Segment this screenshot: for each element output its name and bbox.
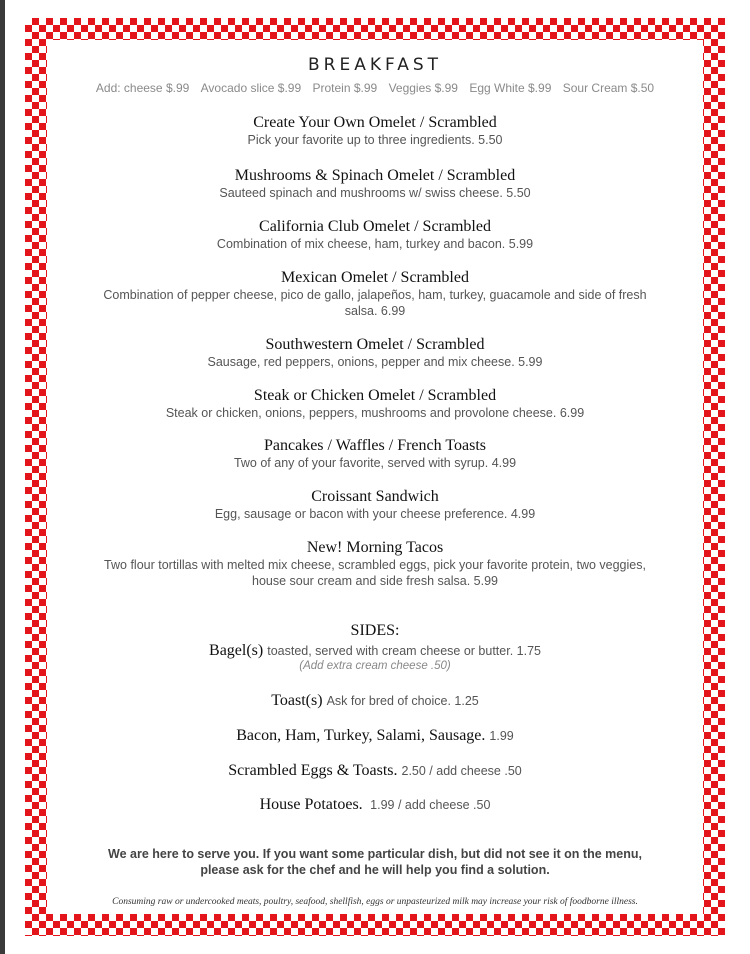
addon-protein: Protein $.99 (312, 81, 378, 95)
item-name: Pancakes / Waffles / French Toasts (264, 437, 486, 454)
side-description: 1.99 / add cheese .50 (366, 798, 491, 812)
item-name: Mexican Omelet / Scrambled (281, 269, 469, 286)
item-description: Steak or chicken, onions, peppers, mushrooms and provolone cheese. 6.99 (165, 406, 585, 420)
side-name: Toast(s) (271, 692, 323, 709)
item-name: California Club Omelet / Scrambled (259, 218, 491, 235)
side-description: 2.50 / add cheese .50 (401, 764, 522, 778)
item-description: Sauteed spinach and mushrooms w/ swiss cheese. 5.50 (219, 186, 531, 200)
footer-message-block (0, 846, 750, 878)
item-description: Two flour tortillas with melted mix cheese, scrambled eggs, pick your favorite protein, two veggies, house sour cream and side fresh salsa. 5.99 (104, 558, 646, 588)
side-item (0, 762, 750, 780)
item-name: Steak or Chicken Omelet / Scrambled (253, 387, 497, 404)
addon-egg-white: Egg White $.99 (469, 81, 552, 95)
side-description: 1.99 (489, 729, 514, 743)
item-name: Mushrooms & Spinach Omelet / Scrambled (234, 167, 516, 184)
menu-item (0, 114, 750, 148)
addon-sour-cream: Sour Cream $.50 (562, 81, 655, 95)
side-note: (Add extra cream cheese .50) (299, 660, 451, 672)
addons-line (0, 81, 750, 95)
side-item (0, 727, 750, 745)
menu-item (0, 437, 750, 471)
menu-title: BREAKFAST (307, 55, 442, 75)
menu-item (0, 218, 750, 252)
side-item (0, 642, 750, 672)
item-description: Combination of pepper cheese, pico de gallo, jalapeños, ham, turkey, guacamole and side of fresh salsa. 6.99 (103, 288, 647, 318)
side-item (0, 796, 750, 814)
item-name: Croissant Sandwich (311, 488, 439, 505)
menu-item (0, 488, 750, 522)
addon-cheese: Add: cheese $.99 (95, 81, 190, 95)
side-description: Ask for bred of choice. 1.25 (326, 694, 479, 708)
side-description: toasted, served with cream cheese or butter. 1.75 (267, 644, 541, 658)
menu-item (0, 336, 750, 370)
menu-item (0, 539, 750, 589)
menu-item (0, 387, 750, 421)
side-name: Bacon, Ham, Turkey, Salami, Sausage. (236, 727, 486, 744)
item-description: Combination of mix cheese, ham, turkey and bacon. 5.99 (216, 237, 534, 251)
item-name: Southwestern Omelet / Scrambled (265, 336, 485, 353)
side-name: House Potatoes. (259, 796, 363, 813)
item-description: Sausage, red peppers, onions, pepper and mix cheese. 5.99 (207, 355, 543, 369)
menu-item (0, 167, 750, 201)
menu-item (0, 269, 750, 319)
side-name: Scrambled Eggs & Toasts. (228, 762, 398, 779)
addon-avocado: Avocado slice $.99 (200, 81, 302, 95)
item-description: Pick your favorite up to three ingredients. 5.50 (247, 133, 503, 147)
item-name: New! Morning Tacos (306, 539, 444, 556)
item-description: Egg, sausage or bacon with your cheese preference. 4.99 (214, 507, 536, 521)
food-safety-disclaimer: Consuming raw or undercooked meats, poultry, seafood, shellfish, eggs or unpasteurized milk may increase your risk of foodborne illness. (112, 897, 638, 907)
side-name: Bagel(s) (209, 642, 264, 659)
footer-message: We are here to serve you. If you want some particular dish, but did not see it on the menu, please ask for the chef and he will help you find a solution. (108, 847, 642, 877)
sides-heading: SIDES: (350, 622, 400, 639)
item-name: Create Your Own Omelet / Scrambled (253, 114, 497, 131)
addon-veggies: Veggies $.99 (388, 81, 458, 95)
item-description: Two of any of your favorite, served with syrup. 4.99 (233, 456, 517, 470)
side-item (0, 692, 750, 710)
